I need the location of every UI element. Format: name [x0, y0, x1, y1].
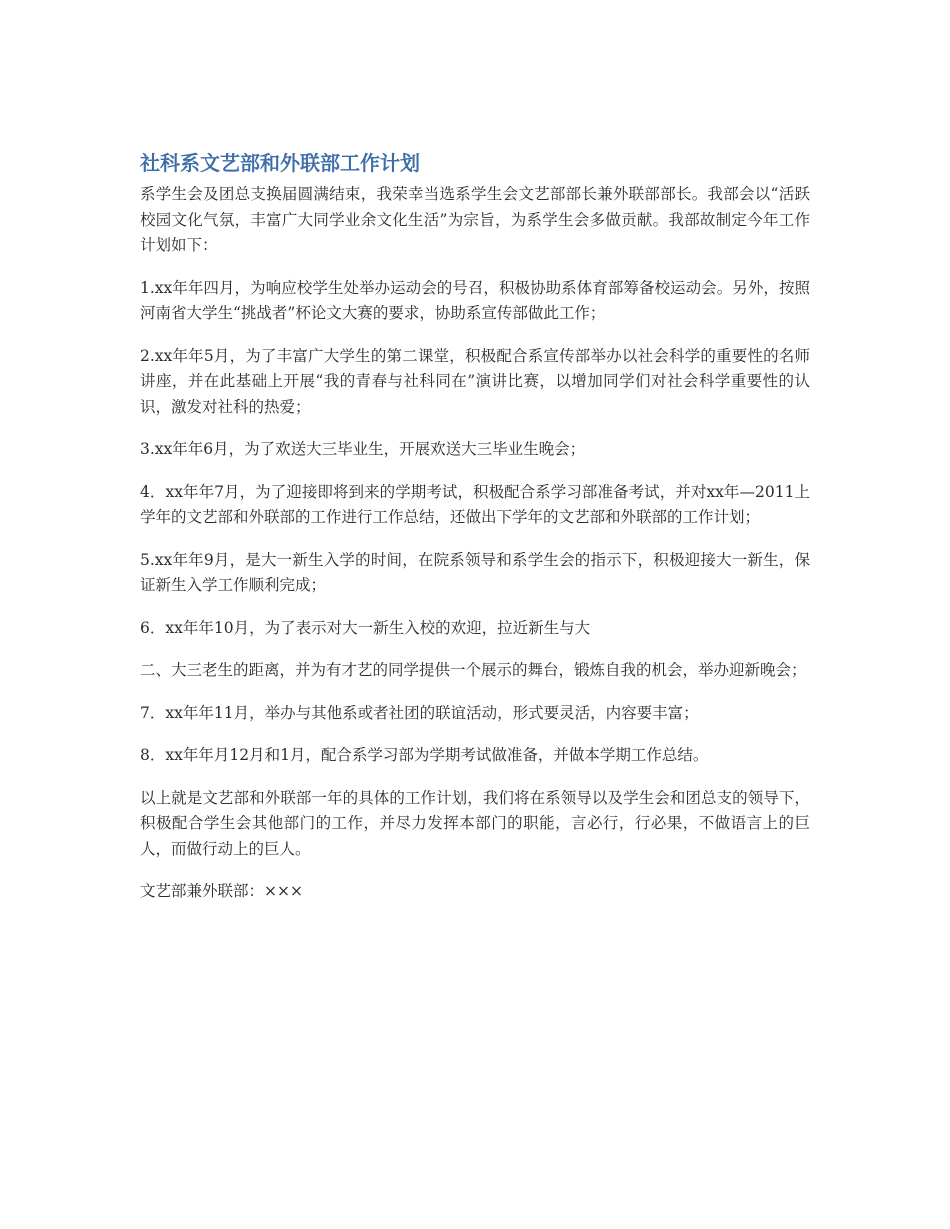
plan-item-6-continued: 二、大三老生的距离，并为有才艺的同学提供一个展示的舞台，锻炼自我的机会，举办迎新晚会；	[140, 661, 807, 679]
plan-item-2: 2.xx年年5月，为了丰富广大学生的第二课堂，积极配合系宣传部举办以社会科学的重要性的名师讲座，并在此基础上开展“我的青春与社科同在”演讲比赛，以增加同学们对社会科学重要性的认识，激发对社科的热爱；	[140, 346, 810, 416]
signature-line: 文艺部兼外联部：×××	[140, 882, 303, 900]
closing-paragraph: 以上就是文艺部和外联部一年的具体的工作计划，我们将在系领导以及学生会和团总支的领导下，积极配合学生会其他部门的工作，并尽力发挥本部门的职能，言必行，行必果，不做语言上的巨人，而做行动上的巨人。	[140, 788, 810, 858]
document-page	[140, 148, 810, 922]
plan-item-4: 4．xx年年7月，为了迎接即将到来的学期考试，积极配合系学习部准备考试，并对xx年—2011上学年的文艺部和外联部的工作进行工作总结，还做出下学年的文艺部和外联部的工作计划；	[140, 482, 810, 526]
intro-paragraph: 系学生会及团总支换届圆满结束，我荣幸当选系学生会文艺部部长兼外联部部长。我部会以“活跃校园文化气氛，丰富广大同学业余文化生活”为宗旨，为系学生会多做贡献。我部故制定今年工作计划如下：	[140, 185, 810, 254]
plan-item-6: 6．xx年年10月，为了表示对大一新生入校的欢迎，拉近新生与大	[140, 618, 591, 637]
plan-item-1: 1.xx年年四月，为响应校学生处举办运动会的号召，积极协助系体育部筹备校运动会。另外，按照河南省大学生“挑战者”杯论文大赛的要求，协助系宣传部做此工作；	[140, 278, 810, 322]
plan-item-7: 7．xx年年11月，举办与其他系或者社团的联谊活动，形式要灵活，内容要丰富；	[140, 703, 699, 722]
plan-item-3: 3.xx年年6月，为了欢送大三毕业生，开展欢送大三毕业生晚会；	[140, 440, 586, 458]
plan-item-5: 5.xx年年9月，是大一新生入学的时间，在院系领导和系学生会的指示下，积极迎接大一新生，保证新生入学工作顺利完成；	[140, 550, 810, 594]
document-title: 社科系文艺部和外联部工作计划	[140, 151, 420, 175]
plan-item-8: 8．xx年年月12月和1月，配合系学习部为学期考试做准备，并做本学期工作总结。	[140, 746, 709, 764]
